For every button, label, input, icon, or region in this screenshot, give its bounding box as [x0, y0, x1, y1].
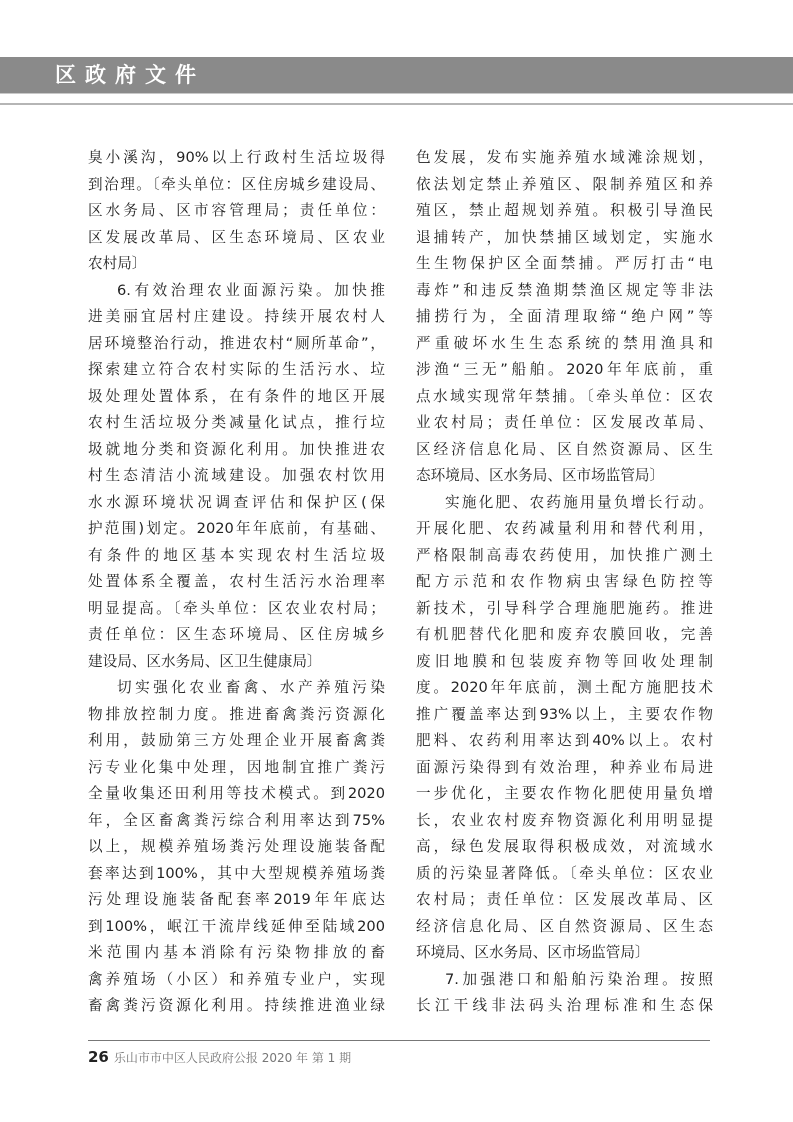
text-line: 农村生活垃圾分类减量化试点，推行垃	[88, 414, 385, 431]
page-number: 26	[88, 1048, 109, 1066]
text-line: 肥料、农药利用率达到40%以上。农村	[416, 732, 713, 749]
text-line: 臭小溪沟，90%以上行政村生活垃圾得	[88, 149, 385, 166]
text-line: 严重破坏水生生态系统的禁用渔具和	[416, 334, 713, 352]
text-line: 态环境局、区水务局、区市场监管局〕	[416, 467, 665, 484]
text-line: 有条件的地区基本实现农村生活垃圾	[88, 546, 385, 564]
text-line: 面源污染得到有效治理，种养业布局进	[416, 758, 713, 776]
text-line: 处置体系全覆盖，农村生活污水治理率	[88, 573, 385, 590]
text-line: 到治理。〔牵头单位：区住房城乡建设局、	[88, 175, 385, 193]
text-line: 护范围)划定。2020年年底前，有基础、	[88, 520, 385, 537]
paragraph	[416, 967, 713, 1020]
text-line: 进美丽宜居村庄建设。持续开展农村人	[88, 308, 385, 325]
right-column	[416, 145, 713, 1020]
paragraph	[88, 145, 385, 278]
text-line: 居环境整治行动，推进农村“厕所革命”，	[88, 334, 385, 352]
text-line: 涉渔“三无”船舶。2020年年底前，重	[416, 361, 713, 378]
text-line: 区发展改革局、区生态环境局、区农业	[88, 228, 385, 246]
text-line: 责任单位：区生态环境局、区住房城乡	[88, 626, 385, 643]
paragraph	[416, 490, 713, 967]
text-line: 水水源环境状况调查评估和保护区(保	[88, 493, 385, 511]
text-line: 有机肥替代化肥和废弃农膜回收，完善	[416, 626, 713, 643]
text-line: 业农村局；责任单位：区发展改革局、	[416, 414, 713, 431]
text-line: 圾处理处置体系，在有条件的地区开展	[88, 387, 385, 405]
text-line: 环境局、区水务局、区市场监管局〕	[416, 944, 650, 961]
text-line: 区水务局、区市容管理局；责任单位：	[88, 202, 385, 219]
text-line: 色发展，发布实施养殖水域滩涂规划，	[416, 149, 713, 166]
publication-info: 乐山市市中区人民政府公报 2020 年 第 1 期	[113, 1051, 352, 1065]
text-line: 明显提高。〔牵头单位：区农业农村局；	[88, 599, 385, 617]
text-line: 依法划定禁止养殖区、限制养殖区和养	[416, 175, 713, 193]
text-line: 污处理设施装备配套率2019年年底达	[88, 891, 385, 908]
paragraph	[88, 675, 385, 1020]
text-line: 长江干线非法码头治理标准和生态保	[416, 997, 713, 1014]
section-title: 区政府文件	[55, 63, 205, 87]
text-line: 农村局〕	[88, 255, 147, 272]
text-line: 探索建立符合农村实际的生活污水、垃	[88, 361, 385, 378]
text-line: 长，农业农村废弃物资源化利用明显提	[416, 811, 713, 829]
text-line: 度。2020年年底前，测土配方施肥技术	[416, 679, 713, 696]
text-line: 经济信息化局、区自然资源局、区生态	[416, 917, 713, 935]
text-line: 毒炸”和违反禁渔期禁渔区规定等非法	[416, 281, 713, 299]
text-line: 套率达到100%，其中大型规模养殖场粪	[88, 864, 385, 882]
text-line: 配方示范和农作物病虫害绿色防控等	[416, 573, 713, 590]
text-line: 村生态清洁小流域建设。加强农村饮用	[88, 467, 385, 484]
text-line: 污专业化集中处理，因地制宜推广粪污	[88, 758, 385, 776]
text-line: 捕捞行为，全面清理取缔“绝户网”等	[416, 308, 713, 325]
text-line: 一步优化，主要农作物化肥使用量负增	[416, 785, 713, 802]
text-line: 质的污染显著降低。〔牵头单位：区农业	[416, 864, 713, 882]
footer-divider	[88, 1040, 710, 1041]
text-line: 废旧地膜和包装废弃物等回收处理制	[416, 652, 713, 670]
text-line: 禽养殖场（小区）和养殖专业户，实现	[88, 970, 385, 988]
text-line: 推广覆盖率达到93%以上，主要农作物	[416, 705, 713, 723]
left-column	[88, 145, 385, 1020]
text-line: 区经济信息化局、区自然资源局、区生	[416, 440, 713, 458]
text-line: 物排放控制力度。推进畜禽粪污资源化	[88, 705, 385, 723]
text-line: 到100%，岷江干流岸线延伸至陆域200	[88, 917, 385, 935]
text-line: 生生物保护区全面禁捕。严厉打击“电	[416, 255, 713, 272]
text-line: 农村局；责任单位：区发展改革局、区	[416, 891, 713, 908]
text-line: 畜禽粪污资源化利用。持续推进渔业绿	[88, 997, 385, 1014]
text-line: 切实强化农业畜禽、水产养殖污染	[117, 679, 385, 696]
section-header-band	[0, 57, 793, 94]
text-line: 以上，规模养殖场粪污处理设施装备配	[88, 838, 385, 855]
paragraph	[88, 278, 385, 676]
text-line: 实施化肥、农药施用量负增长行动。	[445, 493, 713, 511]
text-line: 6.有效治理农业面源污染。加快推	[117, 281, 385, 299]
text-line: 严格限制高毒农药使用，加快推广测土	[416, 546, 713, 564]
text-line: 7.加强港口和船舶污染治理。按照	[445, 970, 713, 988]
paragraph	[416, 145, 713, 490]
text-line: 年，全区畜禽粪污综合利用率达到75%	[88, 811, 385, 829]
text-line: 圾就地分类和资源化利用。加快推进农	[88, 440, 385, 458]
text-line: 建设局、区水务局、区卫生健康局〕	[88, 652, 322, 670]
text-line: 全量收集还田利用等技术模式。到2020	[88, 785, 385, 802]
text-line: 点水域实现常年禁捕。〔牵头单位：区农	[416, 387, 713, 405]
page-footer	[88, 1048, 351, 1067]
text-line: 殖区，禁止超规划养殖。积极引导渔民	[416, 202, 713, 219]
header-divider	[0, 103, 793, 105]
text-line: 利用，鼓励第三方处理企业开展畜禽粪	[88, 732, 385, 749]
text-line: 高，绿色发展取得积极成效，对流域水	[416, 838, 713, 855]
text-line: 米范围内基本消除有污染物排放的畜	[88, 944, 385, 961]
text-line: 开展化肥、农药减量利用和替代利用，	[416, 520, 713, 537]
text-line: 新技术，引导科学合理施肥施药。推进	[416, 599, 713, 617]
text-line: 退捕转产，加快禁捕区域划定，实施水	[416, 228, 713, 246]
